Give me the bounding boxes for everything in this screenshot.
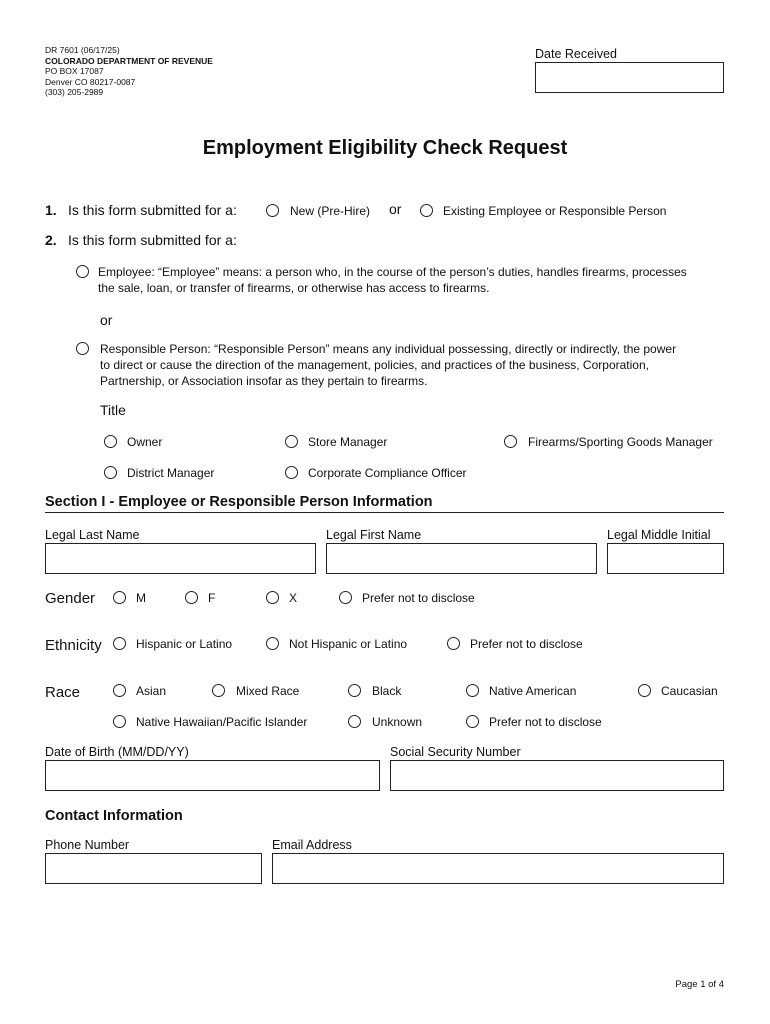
title-store-manager-label: Store Manager bbox=[308, 435, 388, 449]
race-asian-label: Asian bbox=[136, 684, 167, 698]
gender-f-radio[interactable] bbox=[185, 591, 198, 604]
title-store-manager-radio[interactable] bbox=[285, 435, 298, 448]
race-pacific-label: Native Hawaiian/Pacific Islander bbox=[136, 715, 308, 729]
ssn-field[interactable] bbox=[390, 760, 724, 791]
q1-or: or bbox=[389, 201, 402, 217]
responsible-definition-line3: Partnership, or Association insofar as they pertain to firearms. bbox=[100, 374, 428, 388]
q1-number: 1. bbox=[45, 202, 57, 218]
dob-label: Date of Birth (MM/DD/YY) bbox=[45, 745, 189, 759]
race-unknown-radio[interactable] bbox=[348, 715, 361, 728]
q2-responsible-text bbox=[100, 341, 676, 389]
gender-x-radio[interactable] bbox=[266, 591, 279, 604]
title-firearms-manager-radio[interactable] bbox=[504, 435, 517, 448]
last-name-field[interactable] bbox=[45, 543, 316, 574]
form-id: DR 7601 (06/17/25) bbox=[45, 45, 120, 55]
gender-m-radio[interactable] bbox=[113, 591, 126, 604]
q2-or: or bbox=[100, 312, 113, 328]
employee-definition-line1: Employee: “Employee” means: a person who, in the course of the person’s duties, handles firearms, processes bbox=[98, 265, 687, 279]
title-district-manager-label: District Manager bbox=[127, 466, 215, 480]
q2-responsible-radio[interactable] bbox=[76, 342, 89, 355]
email-field[interactable] bbox=[272, 853, 724, 884]
phone-field[interactable] bbox=[45, 853, 262, 884]
title-owner-label: Owner bbox=[127, 435, 163, 449]
race-unknown-label: Unknown bbox=[372, 715, 423, 729]
q1-new-label: New (Pre-Hire) bbox=[290, 204, 371, 218]
race-none-radio[interactable] bbox=[466, 715, 479, 728]
race-mixed-label: Mixed Race bbox=[236, 684, 300, 698]
gender-m-label: M bbox=[136, 591, 146, 605]
section1-heading: Section I - Employee or Responsible Person Information bbox=[45, 494, 433, 510]
ethnicity-none-radio[interactable] bbox=[447, 637, 460, 650]
gender-f-label: F bbox=[208, 591, 216, 605]
dob-field[interactable] bbox=[45, 760, 380, 791]
title-firearms-manager-label: Firearms/Sporting Goods Manager bbox=[528, 435, 713, 449]
race-native-american-radio[interactable] bbox=[466, 684, 479, 697]
title-district-manager-radio[interactable] bbox=[104, 466, 117, 479]
ssn-label: Social Security Number bbox=[390, 745, 521, 759]
race-caucasian-radio[interactable] bbox=[638, 684, 651, 697]
race-label: Race bbox=[45, 684, 81, 701]
ethnicity-none-label: Prefer not to disclose bbox=[470, 637, 583, 651]
q2-employee-radio[interactable] bbox=[76, 265, 89, 278]
gender-x-label: X bbox=[289, 591, 298, 605]
ethnicity-hispanic-label: Hispanic or Latino bbox=[136, 637, 233, 651]
q2-text: Is this form submitted for a: bbox=[68, 232, 237, 248]
employee-definition-line2: the sale, loan, or transfer of firearms, or otherwise has access to firearms. bbox=[98, 281, 490, 295]
q2-employee-text bbox=[98, 264, 687, 296]
title-label: Title bbox=[100, 402, 126, 418]
contact-heading: Contact Information bbox=[45, 808, 183, 824]
first-name-field[interactable] bbox=[326, 543, 597, 574]
agency-name: COLORADO DEPARTMENT OF REVENUE bbox=[45, 55, 213, 66]
email-label: Email Address bbox=[272, 838, 352, 852]
ethnicity-label: Ethnicity bbox=[45, 637, 102, 654]
middle-initial-field[interactable] bbox=[607, 543, 724, 574]
gender-none-radio[interactable] bbox=[339, 591, 352, 604]
section1-divider bbox=[45, 512, 724, 513]
q1-existing-label: Existing Employee or Responsible Person bbox=[443, 204, 667, 218]
q1-new-radio[interactable] bbox=[266, 204, 279, 217]
race-black-label: Black bbox=[372, 684, 402, 698]
q2-number: 2. bbox=[45, 232, 57, 248]
page-number: Page 1 of 4 bbox=[675, 979, 724, 990]
race-mixed-radio[interactable] bbox=[212, 684, 225, 697]
race-black-radio[interactable] bbox=[348, 684, 361, 697]
gender-label: Gender bbox=[45, 590, 96, 607]
page-title: Employment Eligibility Check Request bbox=[202, 137, 568, 159]
first-name-label: Legal First Name bbox=[326, 528, 422, 542]
phone-label: Phone Number bbox=[45, 838, 130, 852]
agency-po-box: PO BOX 17087 bbox=[45, 66, 104, 76]
race-pacific-radio[interactable] bbox=[113, 715, 126, 728]
middle-initial-label: Legal Middle Initial bbox=[607, 528, 711, 542]
date-received-field[interactable] bbox=[535, 62, 724, 93]
q1-existing-radio[interactable] bbox=[420, 204, 433, 217]
race-asian-radio[interactable] bbox=[113, 684, 126, 697]
date-received-label: Date Received bbox=[535, 47, 617, 61]
race-none-label: Prefer not to disclose bbox=[489, 715, 602, 729]
race-caucasian-label: Caucasian bbox=[661, 684, 718, 698]
responsible-definition-line2: to direct or cause the direction of the management, policies, and practices of the business, Corporation, bbox=[100, 358, 649, 372]
title-compliance-officer-radio[interactable] bbox=[285, 466, 298, 479]
ethnicity-hispanic-radio[interactable] bbox=[113, 637, 126, 650]
race-native-american-label: Native American bbox=[489, 684, 577, 698]
agency-phone: (303) 205-2989 bbox=[45, 87, 104, 97]
q1-text: Is this form submitted for a: bbox=[68, 202, 237, 218]
ethnicity-not-hispanic-label: Not Hispanic or Latino bbox=[289, 637, 408, 651]
last-name-label: Legal Last Name bbox=[45, 528, 140, 542]
ethnicity-not-hispanic-radio[interactable] bbox=[266, 637, 279, 650]
responsible-definition-line1: Responsible Person: “Responsible Person” means any individual possessing, directly or indirectly, the power bbox=[100, 342, 677, 356]
title-owner-radio[interactable] bbox=[104, 435, 117, 448]
agency-header bbox=[45, 45, 213, 98]
agency-city: Denver CO 80217-0087 bbox=[45, 76, 136, 87]
gender-none-label: Prefer not to disclose bbox=[362, 591, 475, 605]
title-compliance-officer-label: Corporate Compliance Officer bbox=[308, 466, 467, 480]
